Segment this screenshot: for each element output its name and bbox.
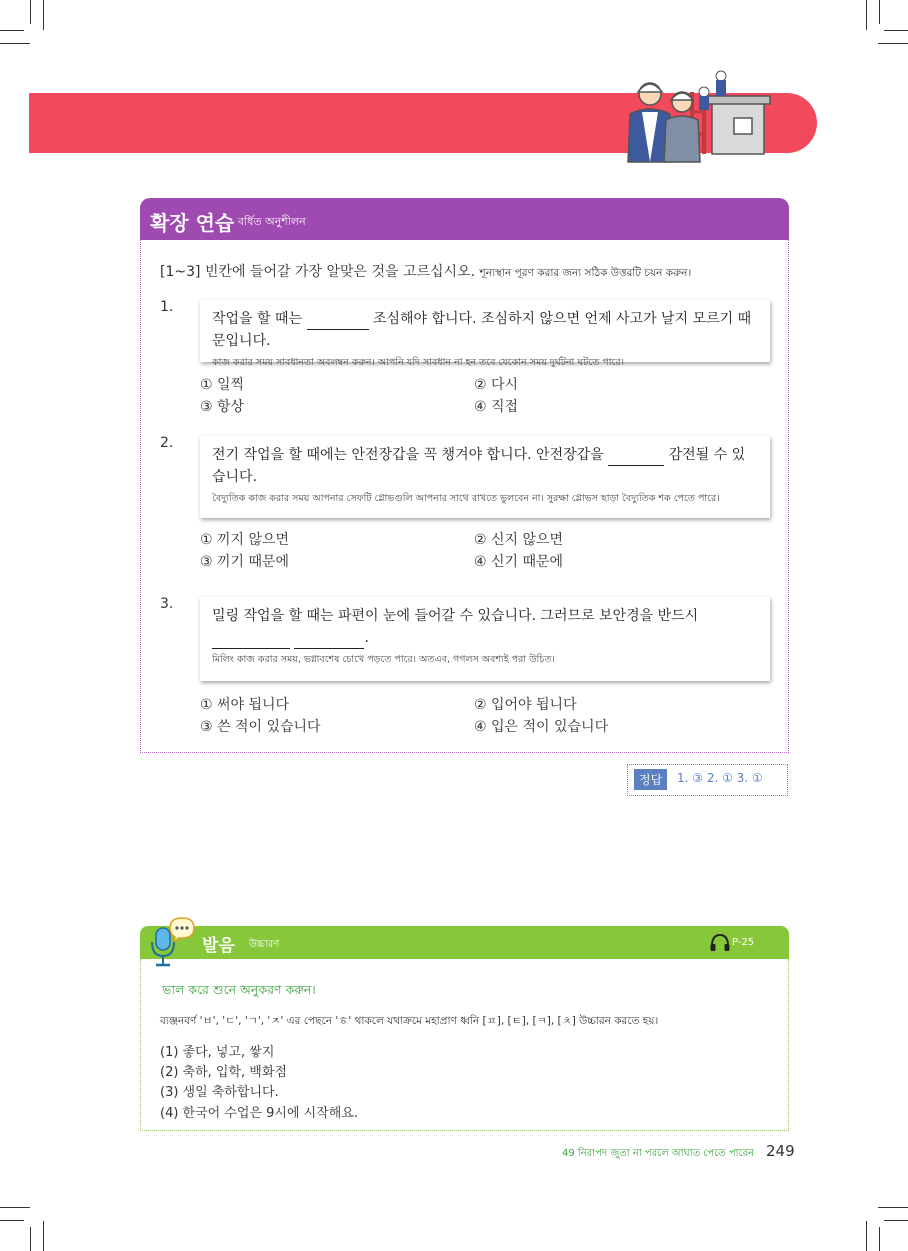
crop-mark: [30, 1227, 31, 1251]
crop-mark: [0, 30, 24, 31]
option[interactable]: ① 끼지 않으면: [200, 532, 290, 548]
pronunciation-item: (3) 생일 축하합니다.: [160, 1085, 279, 1100]
crop-mark: [879, 1227, 880, 1251]
crop-mark: [878, 1207, 908, 1208]
option[interactable]: ① 써야 됩니다: [200, 697, 290, 713]
question-card: [200, 300, 770, 368]
question-text-after: 조심해야 합니다. 조심하지 않으면 언제 사고가 날지 모르기 때문입니다.: [212, 311, 752, 349]
option[interactable]: ③ 항상: [200, 399, 245, 415]
option[interactable]: ④ 입은 적이 있습니다: [474, 719, 609, 735]
question-text: [212, 444, 758, 488]
question-text-before: 전기 작업을 할 때에는 안전장갑을 꼭 챙겨야 합니다. 안전장갑을: [212, 447, 604, 463]
crop-mark: [0, 1220, 24, 1221]
page-number: 249: [766, 1142, 795, 1160]
answer-blank: [294, 632, 364, 649]
question-text: [212, 308, 758, 352]
instruction: [160, 261, 691, 283]
pronunciation-item: (2) 축하, 입학, 백화점: [160, 1065, 287, 1080]
pronunciation-subtitle: উচ্চারণ: [249, 939, 280, 950]
option[interactable]: ③ 끼기 때문에: [200, 554, 290, 570]
instruction-bn: শূন্যস্থান পূরণ করার জন্য সঠিক উত্তরটি চয়ন করুন।: [479, 267, 692, 279]
question-number: 3.: [160, 596, 174, 612]
question-card: [200, 597, 770, 681]
question-text-before: 작업을 할 때는: [212, 311, 303, 327]
practice-title: 확장 연습: [150, 211, 235, 235]
crop-mark: [43, 0, 44, 30]
question-translation: মিলিং কাজ করার সময়, ভগ্নাবশেষ চোখে পড়তে পারে। অতএব, গগলস অবশ্যই পরা উচিত।: [212, 654, 555, 665]
question-text: [212, 605, 758, 649]
pronunciation-heading: ভাল করে শুনে অনুকরণ করুন।: [162, 982, 316, 997]
option[interactable]: ③ 쓴 적이 있습니다: [200, 719, 321, 735]
option[interactable]: ④ 직접: [474, 399, 519, 415]
pronunciation-title: 발음: [202, 936, 235, 956]
crop-mark: [866, 0, 867, 30]
pronunciation-header: [140, 926, 789, 959]
question-text-after: 감전될 수 있습니다.: [212, 447, 746, 485]
crop-mark: [884, 30, 908, 31]
option[interactable]: ① 일찍: [200, 377, 245, 393]
answer-badge: 정답: [634, 769, 667, 790]
pronunciation-item: (1) 좋다, 넣고, 쌓지: [160, 1045, 275, 1060]
track-number: P-25: [732, 937, 755, 948]
option[interactable]: ② 신지 않으면: [474, 532, 564, 548]
option[interactable]: ④ 신기 때문에: [474, 554, 564, 570]
microphone-icon: [148, 916, 196, 968]
practice-subtitle: বর্ধিত অনুশীলন: [238, 215, 306, 228]
answer-blank: [307, 313, 369, 330]
crop-mark: [43, 1221, 44, 1251]
crop-mark: [30, 0, 31, 24]
pronunciation-rule: ব্যঞ্জনবর্ণ 'ㅂ', 'ㄷ', 'ㄱ', 'ㅈ' এর পেছনে 'ㅎ' থাকলে যথাক্রমে মহাপ্রাণ ধ্বনি [ㅍ], [ㅌ], [ㅋ], [ㅊ] উচ্চারন করতে হয়।: [160, 1015, 659, 1027]
instruction-ko: [1~3] 빈칸에 들어갈 가장 알맞은 것을 고르십시오.: [160, 264, 476, 280]
crop-mark: [879, 0, 880, 24]
pronunciation-item: (4) 한국어 수업은 9시에 시작해요.: [160, 1106, 359, 1121]
question-card: [200, 436, 770, 518]
question-text-before: 밀링 작업을 할 때는 파편이 눈에 들어갈 수 있습니다. 그러므로 보안경을 반드시: [212, 608, 699, 624]
option[interactable]: ② 다시: [474, 377, 519, 393]
question-translation: কাজ করার সময় সাবধানতা অবলম্বন করুন। আপনি যদি সাবধান না হন তবে যেকোন সময় দুর্ঘটনা ঘটতে পারে।: [212, 357, 624, 368]
question-text-after: .: [364, 630, 369, 646]
crop-mark: [884, 1220, 908, 1221]
question-translation: বৈদ্যুতিক কাজ করার সময় আপনার সেফটি গ্লোভগুলি আপনার সাথে রাখতে ভুলবেন না। সুরক্ষা গ্লোভস ছাড়া বৈদ্যুতিক শক পেতে পারে।: [212, 493, 720, 504]
question-number: 2.: [160, 435, 174, 451]
workers-illustration: [620, 62, 780, 166]
chapter-title: 49 নিরাপদ জুতা না পরলে আঘাত পেতে পারেন: [562, 1148, 755, 1159]
crop-mark: [0, 43, 30, 44]
crop-mark: [0, 1207, 30, 1208]
option[interactable]: ② 입어야 됩니다: [474, 697, 577, 713]
answer-blank: [608, 449, 664, 466]
headphones-icon[interactable]: [709, 932, 731, 952]
question-number: 1.: [160, 299, 174, 315]
crop-mark: [866, 1221, 867, 1251]
crop-mark: [878, 43, 908, 44]
answer-text: 1. ③ 2. ① 3. ①: [677, 771, 763, 785]
answer-blank: [212, 632, 290, 649]
